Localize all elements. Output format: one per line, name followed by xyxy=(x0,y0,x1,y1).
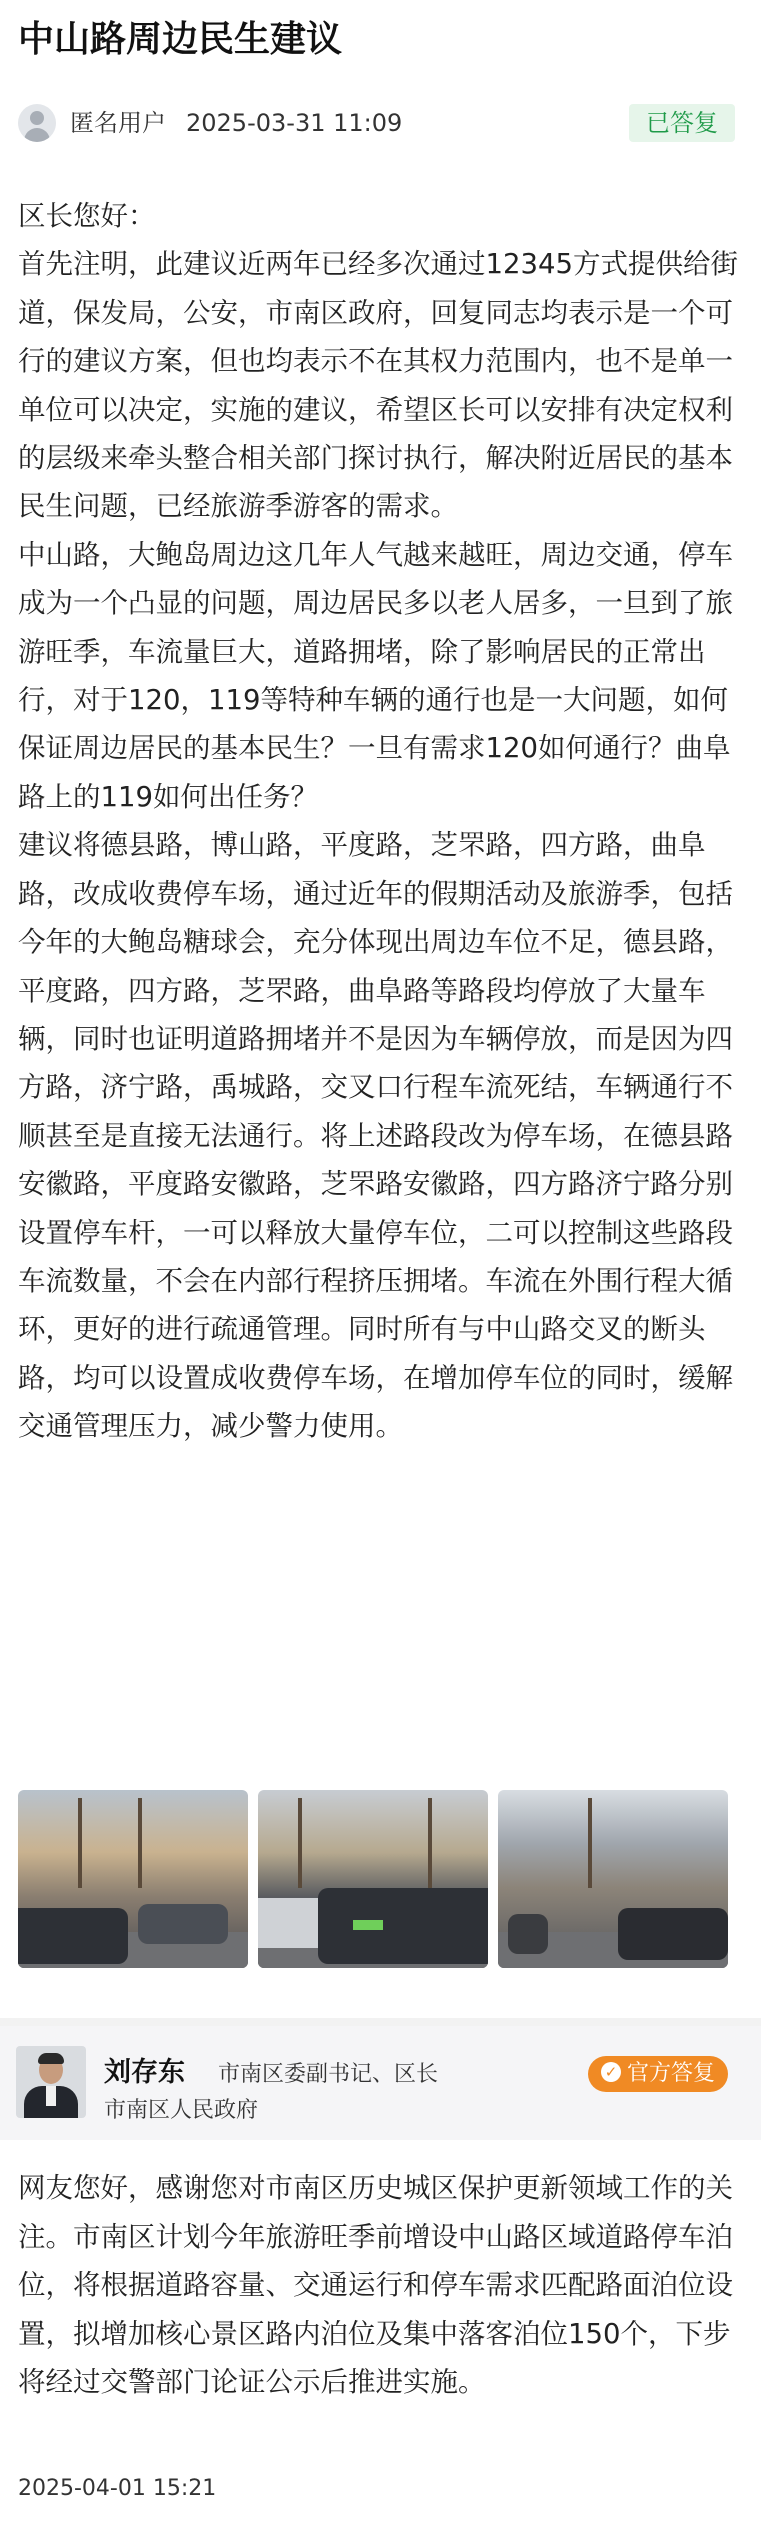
official-check-icon: ✓ xyxy=(601,2062,621,2082)
street-photo-1[interactable] xyxy=(18,1790,248,1968)
post-meta xyxy=(18,102,743,146)
post-content xyxy=(18,192,740,1451)
content-paragraph: 中山路，大鲍岛周边这几年人气越来越旺，周边交通，停车成为一个凸显的问题，周边居民多以老人居多，一旦到了旅游旺季，车流量巨大，道路拥堵，除了影响居民的正常出行，对于120，119等特种车辆的通行也是一大问题，如何保证周边居民的基本民生？一旦有需求120如何通行？曲阜路上的119如何出任务？ xyxy=(18,538,733,813)
photo-gallery xyxy=(18,1790,743,1968)
content-paragraph: 区长您好： xyxy=(18,200,156,232)
badge-label: 官方答复 xyxy=(626,2061,715,2086)
status-badge: 已答复 xyxy=(629,104,735,142)
official-org: 市南区人民政府 xyxy=(104,2098,259,2123)
post-datetime: 2025-03-31 11:09 xyxy=(186,109,403,137)
user-avatar-icon xyxy=(18,104,56,142)
official-avatar xyxy=(16,2046,86,2118)
reply-datetime: 2025-04-01 15:21 xyxy=(18,2476,217,2501)
section-divider xyxy=(0,2018,761,2026)
reply-paragraph: 网友您好，感谢您对市南区历史城区保护更新领域工作的关注。市南区计划今年旅游旺季前增设中山路区域道路停车泊位，将根据道路容量、交通运行和停车需求匹配路面泊位设置，拟增加核心景区路内泊位及集中落客泊位150个，下步将经过交警部门论证公示后推进实施。 xyxy=(18,2172,733,2399)
content-paragraph: 建议将德县路，博山路，平度路，芝罘路，四方路，曲阜路，改成收费停车场，通过近年的假期活动及旅游季，包括今年的大鲍岛糖球会，充分体现出周边车位不足，德县路，平度路，四方路，芝罘路，曲阜路等路段均停放了大量车辆，同时也证明道路拥堵并不是因为车辆停放，而是因为四方路，济宁路，禹城路，交叉口行程车流死结，车辆通行不顺甚至是直接无法通行。将上述路段改为停车场，在德县路安徽路，平度路安徽路，芝罘路安徽路，四方路济宁路分别设置停车杆，一可以释放大量停车位，二可以控制这些路段车流数量，不会在内部行程挤压拥堵。车流在外围行程大循环，更好的进行疏通管理。同时所有与中山路交叉的断头路，均可以设置成收费停车场，在增加停车位的同时，缓解交通管理压力，减少警力使用。 xyxy=(18,829,733,1443)
official-name: 刘存东 xyxy=(104,2057,185,2088)
street-photo-3[interactable] xyxy=(498,1790,728,1968)
author-name: 匿名用户 xyxy=(70,109,166,137)
post-title: 中山路周边民生建议 xyxy=(18,19,343,60)
reply-content xyxy=(18,2164,740,2407)
street-photo-2[interactable] xyxy=(258,1790,488,1968)
content-paragraph: 首先注明，此建议近两年已经多次通过12345方式提供给街道，保发局，公安，市南区政府，回复同志均表示是一个可行的建议方案，但也均表示不在其权力范围内，也不是单一单位可以决定，实施的建议，希望区长可以安排有决定权利的层级来牵头整合相关部门探讨执行，解决附近居民的基本民生问题，已经旅游季游客的需求。 xyxy=(18,248,738,523)
official-reply-badge xyxy=(588,2056,728,2092)
official-title: 市南区委副书记、区长 xyxy=(218,2062,439,2087)
